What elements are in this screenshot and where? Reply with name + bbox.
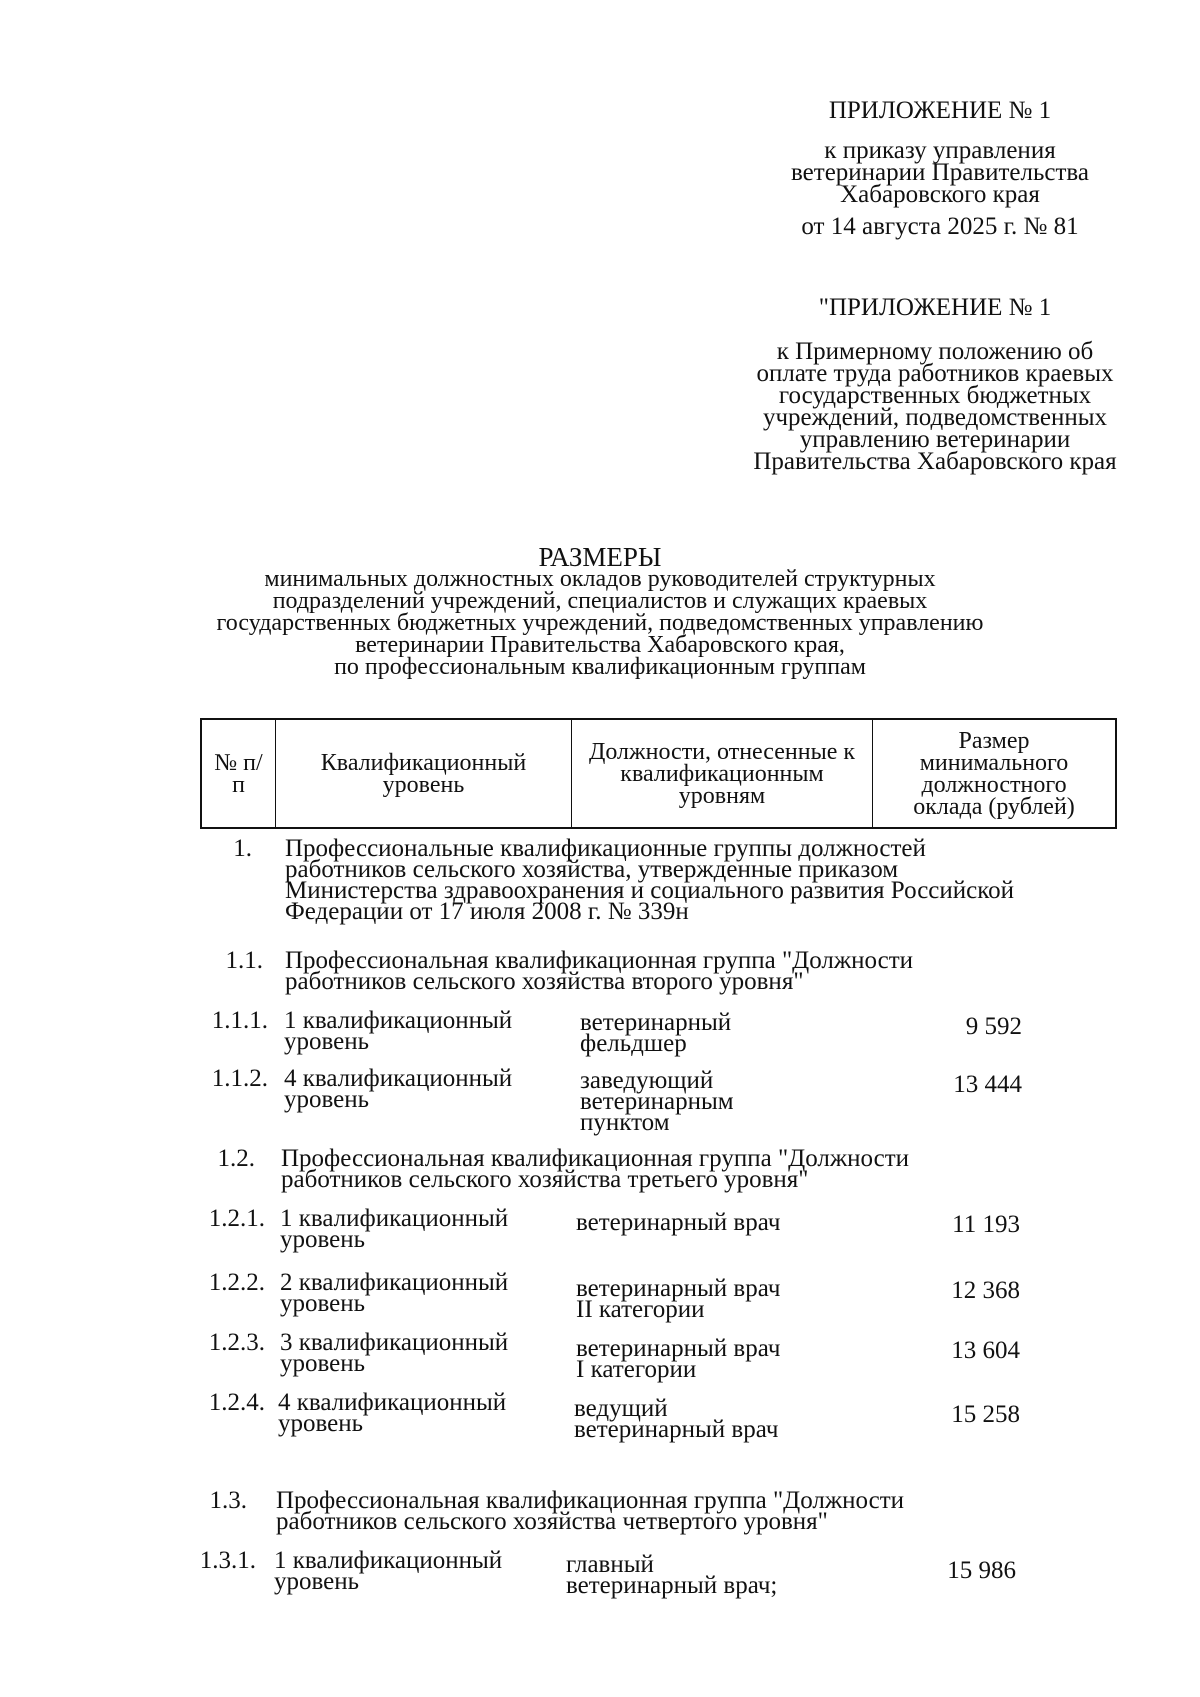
header-positions-text: Должности, отнесенные к квалификационным уровням [588, 738, 856, 809]
header-num-text: № п/п [214, 749, 263, 798]
annex-block [760, 97, 1120, 240]
heading-line: минимальных должностных окладов руководителей структурных [264, 566, 936, 592]
row-salary: 15 986 [947, 1557, 1016, 1584]
row-position-line: фельдшер [580, 1030, 687, 1057]
row-position [580, 1009, 732, 1057]
section-title-line: Федерации от 17 июля 2008 г. № 339н [285, 898, 689, 925]
document-heading [150, 542, 1050, 680]
row-position-line: ведущий [574, 1395, 668, 1422]
row-number: 1.2.2. [208, 1269, 265, 1296]
row-position-line: пунктом [580, 1109, 670, 1136]
annex2-block [720, 294, 1150, 475]
row-number: 1.1.1. [211, 1007, 268, 1034]
section-title-line: Профессиональные квалификационные группы должностей [285, 835, 926, 862]
row-level-line: 4 квалификационный [284, 1065, 513, 1092]
row-position [576, 1275, 781, 1323]
row-position-line: ветеринарным [580, 1088, 734, 1115]
heading-line: ветеринарии Правительства Хабаровского края, [355, 632, 845, 658]
row-level [280, 1205, 509, 1253]
section-title-line: Профессиональная квалификационная группа "Должности [281, 1145, 910, 1172]
annex-line: к приказу управления [824, 137, 1056, 164]
section-number: 1. [233, 835, 252, 862]
annex-date: от 14 августа 2025 г. № 81 [801, 213, 1079, 240]
section-title-line: Министерства здравоохранения и социального развития Российской [285, 877, 1015, 904]
section-number: 1.1. [225, 947, 263, 974]
row-level-line: 3 квалификационный [280, 1329, 509, 1356]
annex2-line: государственных бюджетных [778, 382, 1092, 409]
row-position-line: ветеринарный врач [576, 1209, 781, 1236]
section-title-line: работников сельского хозяйства четвертого уровня" [276, 1508, 828, 1535]
row-position-line: ветеринарный [580, 1009, 732, 1036]
section-title-line: работников сельского хозяйства, утвержденные приказом [285, 856, 899, 883]
annex-line: Хабаровского края [840, 181, 1040, 208]
row-position-line: ветеринарный врач [576, 1275, 781, 1302]
heading-line: подразделений учреждений, специалистов и служащих краевых [272, 588, 928, 614]
row-number: 1.2.3. [208, 1329, 265, 1356]
row-position [576, 1335, 781, 1383]
row-level-line: уровень [280, 1226, 366, 1253]
row-level-line: 4 квалификационный [278, 1389, 507, 1416]
row-level-line: уровень [284, 1086, 370, 1113]
section-title-line: Профессиональная квалификационная группа "Должности [276, 1487, 905, 1514]
row-number: 1.2.1. [208, 1205, 265, 1232]
row-salary: 11 193 [952, 1211, 1020, 1238]
annex2-line: учреждений, подведомственных [762, 404, 1108, 431]
row-number: 1.1.2. [211, 1065, 268, 1092]
heading-title: РАЗМЕРЫ [538, 542, 662, 572]
row-level-line: уровень [278, 1410, 364, 1437]
row-salary: 15 258 [951, 1401, 1020, 1428]
heading-line: по профессиональным квалификационным группам [334, 654, 866, 680]
row-level-line: уровень [280, 1290, 366, 1317]
row-position-line: заведующий [580, 1067, 714, 1094]
row-level [274, 1547, 503, 1595]
heading-line: государственных бюджетных учреждений, подведомственных управлению [216, 610, 984, 636]
row-position-line: ветеринарный врач; [566, 1572, 778, 1599]
row-position [576, 1209, 781, 1236]
section-title-line: работников сельского хозяйства второго уровня" [285, 968, 804, 995]
row-level-line: 1 квалификационный [280, 1205, 509, 1232]
row-position [580, 1067, 734, 1136]
row-level-line: уровень [280, 1350, 366, 1377]
header-level-text: Квалификационный уровень [320, 749, 527, 798]
section-title [285, 947, 1135, 995]
section-number: 1.2. [217, 1145, 255, 1172]
header-level [276, 720, 572, 827]
row-salary: 13 604 [951, 1337, 1020, 1364]
row-level [280, 1329, 509, 1377]
table-header [200, 718, 1117, 829]
annex2-line: Правительства Хабаровского края [753, 448, 1117, 475]
header-salary-text: Размер минимального должностного оклада (рублей) [913, 727, 1075, 820]
section-title-line: Профессиональная квалификационная группа "Должности [285, 947, 914, 974]
row-level [284, 1007, 513, 1055]
annex2-line: оплате труда работников краевых [756, 360, 1114, 387]
row-position-line: I категории [576, 1356, 697, 1383]
section-title [281, 1145, 1131, 1193]
row-number: 1.2.4. [208, 1389, 265, 1416]
row-level-line: 1 квалификационный [284, 1007, 513, 1034]
row-level-line: уровень [284, 1028, 370, 1055]
section-number: 1.3. [209, 1487, 247, 1514]
row-position [574, 1395, 779, 1443]
row-salary: 9 592 [965, 1013, 1022, 1040]
annex-title: ПРИЛОЖЕНИЕ № 1 [828, 97, 1052, 124]
row-number: 1.3.1. [199, 1547, 256, 1574]
row-level-line: 1 квалификационный [274, 1547, 503, 1574]
row-position-line: ветеринарный врач [574, 1416, 779, 1443]
row-position-line: II категории [576, 1296, 705, 1323]
header-num [202, 720, 276, 827]
annex-line: ветеринарии Правительства [791, 159, 1089, 186]
annex2-line: управлению ветеринарии [799, 426, 1071, 453]
section-title [285, 835, 1135, 925]
row-position [566, 1551, 778, 1599]
annex2-line: к Примерному положению об [776, 338, 1094, 365]
row-level-line: 2 квалификационный [280, 1269, 509, 1296]
header-salary [873, 720, 1115, 827]
row-level [278, 1389, 507, 1437]
row-position-line: главный [566, 1551, 654, 1578]
row-level-line: уровень [274, 1568, 360, 1595]
row-level [284, 1065, 513, 1113]
section-title-line: работников сельского хозяйства третьего уровня" [281, 1166, 809, 1193]
row-salary: 12 368 [951, 1277, 1020, 1304]
row-salary: 13 444 [953, 1071, 1022, 1098]
section-title [276, 1487, 1126, 1535]
row-level [280, 1269, 509, 1317]
row-position-line: ветеринарный врач [576, 1335, 781, 1362]
annex2-title: "ПРИЛОЖЕНИЕ № 1 [818, 294, 1052, 321]
header-positions [572, 720, 873, 827]
